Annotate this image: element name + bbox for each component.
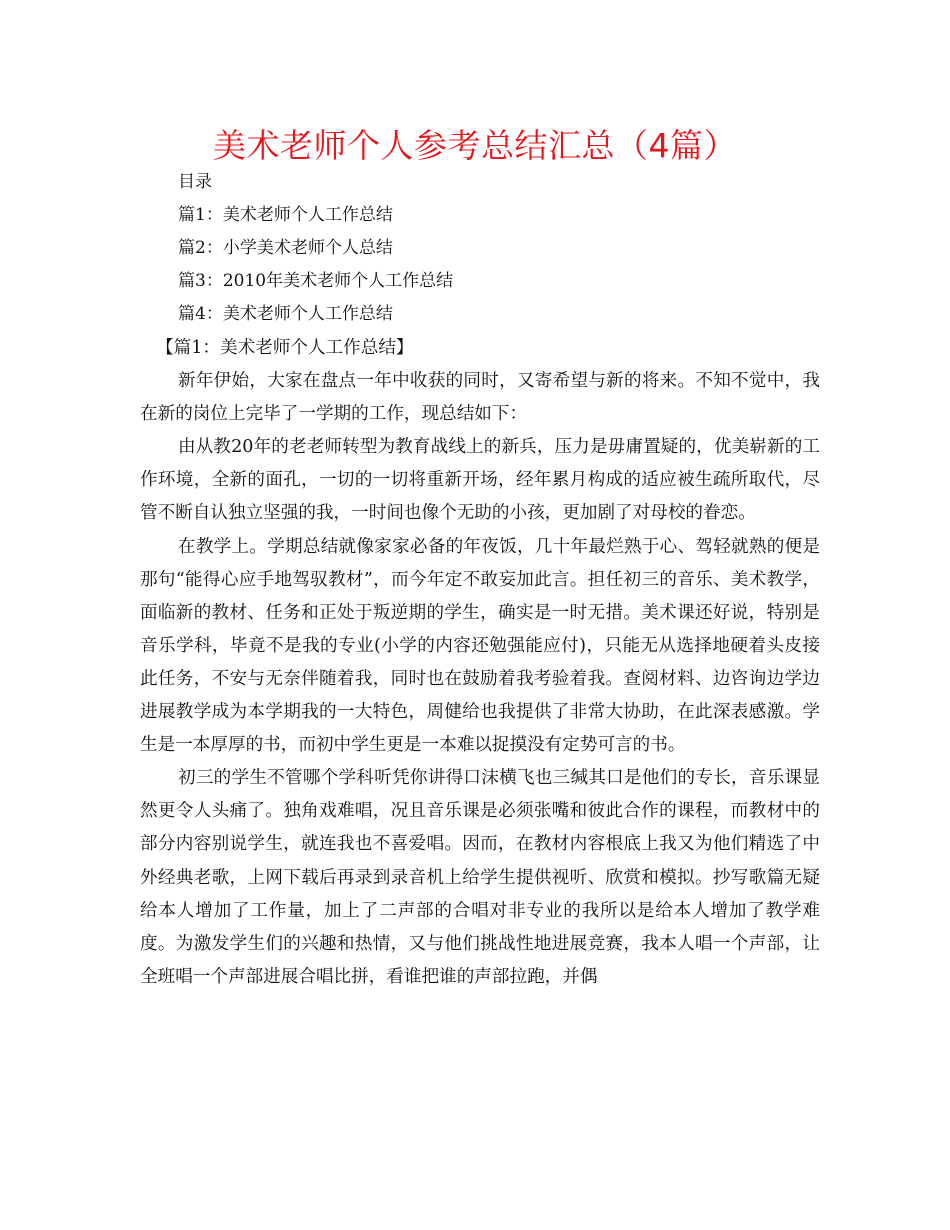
toc-heading: 目录 [178, 172, 212, 192]
toc-item: 篇3：2010年美术老师个人工作总结 [178, 271, 454, 291]
table-of-contents [178, 166, 453, 331]
toc-item: 篇1：美术老师个人工作总结 [178, 205, 393, 225]
paragraph: 初三的学生不管哪个学科听凭你讲得口沫横飞也三缄其口是他们的专长，音乐课显然更令人头痛了。独角戏难唱，况且音乐课是必须张嘴和彼此合作的课程，而教材中的部分内容别说学生，就连我也不喜爱唱。因而，在教材内容根底上我又为他们精选了中外经典老歌，上网下载后再录到录音机上给学生提供视听、欣赏和模拟。抄写歌篇无疑给本人增加了工作量，加上了二声部的合唱对非专业的我所以是给本人增加了教学难度。为激发学生们的兴趣和热情，又与他们挑战性地进展竞赛，我本人唱一个声部，让全班唱一个声部进展合唱比拼，看谁把谁的声部拉跑，并偶 [140, 768, 820, 987]
toc-item: 篇2：小学美术老师个人总结 [178, 238, 393, 258]
document-body [140, 332, 820, 994]
paragraph: 在教学上。学期总结就像家家必备的年夜饭，几十年最烂熟于心、驾轻就熟的便是那句“能得心应手地驾驭教材”，而今年定不敢妄加此言。担任初三的音乐、美术教学，面临新的教材、任务和正处于叛逆期的学生，确实是一时无措。美术课还好说，特别是音乐学科，毕竟不是我的专业(小学的内容还勉强能应付)，只能无从选择地硬着头皮接此任务，不安与无奈伴随着我，同时也在鼓励着我考验着我。查阅材料、边咨询边学边进展教学成为本学期我的一大特色，周健给也我提供了非常大协助，在此深表感激。学生是一本厚厚的书，而初中学生更是一本难以捉摸没有定势可言的书。 [140, 536, 820, 756]
paragraph: 新年伊始，大家在盘点一年中收获的同时，又寄希望与新的将来。不知不觉中，我在新的岗位上完毕了一学期的工作，现总结如下： [140, 371, 820, 425]
toc-item: 篇4：美术老师个人工作总结 [178, 304, 393, 324]
paragraph: 由从教20年的老老师转型为教育战线上的新兵，压力是毋庸置疑的，优美崭新的工作环境，全新的面孔，一切的一切将重新开场，经年累月构成的适应被生疏所取代，尽管不断自认独立坚强的我，一时间也像个无助的小孩，更加剧了对母校的眷恋。 [140, 437, 820, 524]
section-heading: 【篇1：美术老师个人工作总结】 [156, 338, 414, 358]
document-title: 美术老师个人参考总结汇总（4篇） [213, 126, 737, 165]
